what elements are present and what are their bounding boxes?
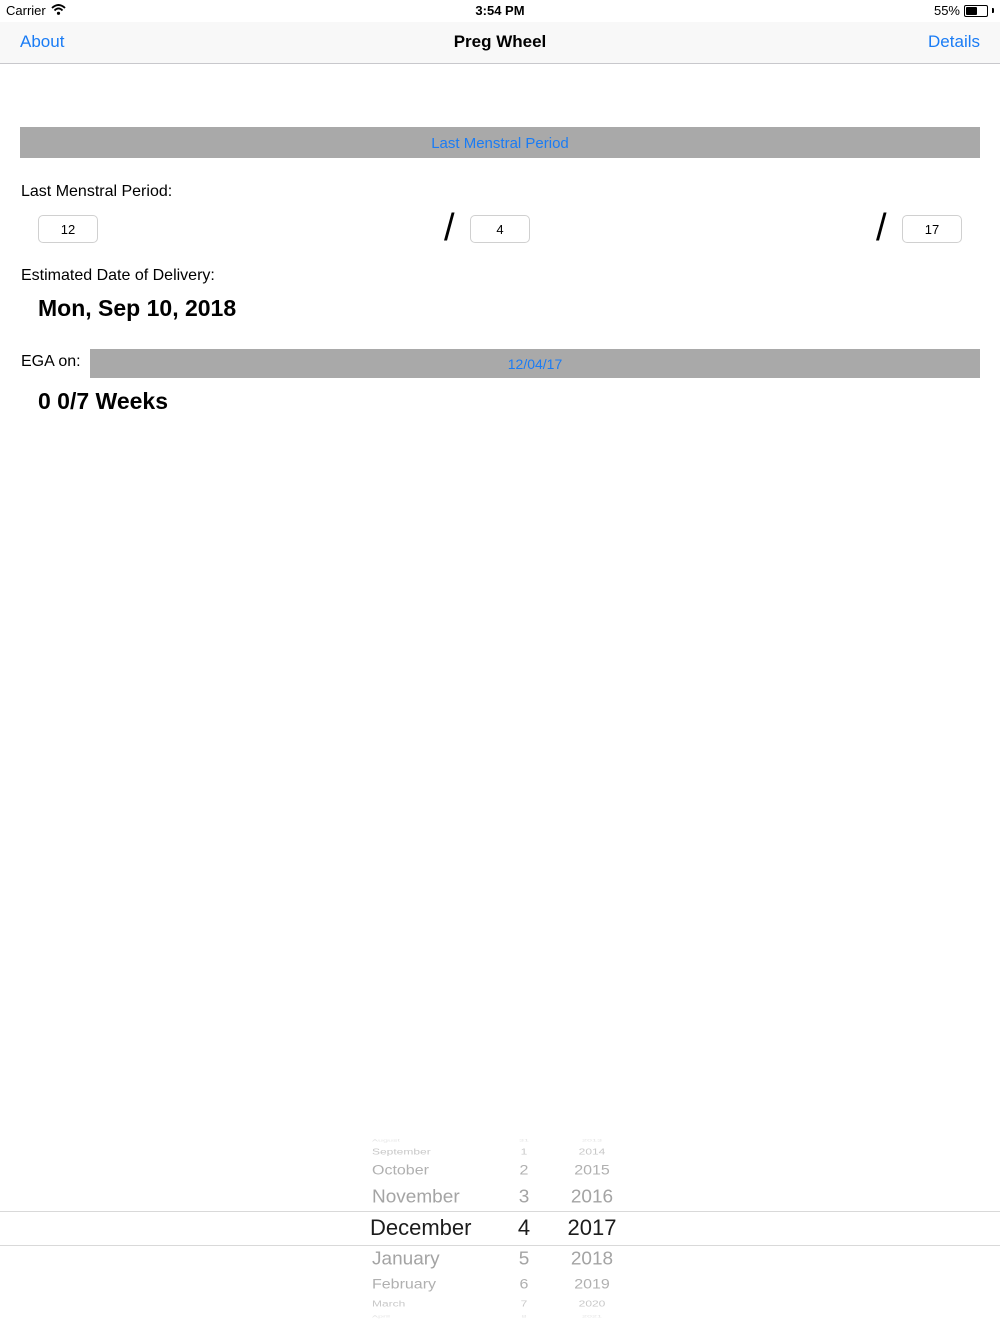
edd-label: Estimated Date of Delivery:: [21, 267, 215, 284]
battery-percent: 55%: [933, 3, 960, 18]
picker-day-option[interactable]: 1: [520, 1147, 528, 1157]
picker-month-option[interactable]: February: [372, 1277, 437, 1292]
picker-month-option[interactable]: November: [372, 1187, 460, 1207]
last-menstrual-period-button[interactable]: Last Menstral Period: [20, 127, 980, 158]
picker-year-option[interactable]: 2015: [574, 1163, 610, 1178]
ega-label: EGA on:: [21, 353, 81, 370]
picker-day-selected[interactable]: 4: [517, 1215, 531, 1240]
picker-month-selected[interactable]: December: [370, 1215, 472, 1240]
battery-icon: [964, 5, 988, 17]
picker-day-option[interactable]: 3: [518, 1187, 530, 1207]
navigation-bar: [0, 22, 1000, 64]
picker-month-option[interactable]: September: [372, 1147, 431, 1157]
date-picker[interactable]: [0, 1137, 1000, 1320]
carrier-label: Carrier: [6, 3, 46, 18]
picker-month-option[interactable]: October: [372, 1163, 429, 1178]
status-time: 3:54 PM: [475, 3, 525, 18]
date-separator: /: [444, 207, 455, 249]
lmp-label: Last Menstral Period:: [21, 183, 173, 200]
page-title: Preg Wheel: [453, 32, 547, 51]
ega-date-button[interactable]: 12/04/17: [90, 349, 980, 378]
date-separator: /: [876, 207, 887, 249]
picker-selection-top-line: [0, 1211, 1000, 1212]
picker-selection-bottom-line: [0, 1245, 1000, 1246]
picker-day-option[interactable]: 7: [520, 1299, 528, 1309]
lmp-year-field[interactable]: 17: [902, 215, 962, 243]
picker-year-option[interactable]: 2013: [581, 1137, 603, 1143]
battery-group: [934, 3, 994, 18]
picker-year-option[interactable]: 2016: [570, 1187, 614, 1207]
picker-day-option[interactable]: 5: [518, 1249, 530, 1269]
about-button[interactable]: About: [20, 32, 65, 51]
ega-weeks-value: 0 0/7 Weeks: [38, 388, 169, 414]
status-bar: [0, 0, 1000, 22]
picker-year-option[interactable]: 2019: [574, 1277, 610, 1292]
picker-month-option[interactable]: March: [372, 1299, 406, 1309]
picker-year-option[interactable]: 2014: [578, 1147, 606, 1157]
picker-day-option[interactable]: 6: [519, 1277, 529, 1292]
edd-value: Mon, Sep 10, 2018: [38, 295, 237, 321]
picker-year-option[interactable]: 2018: [570, 1249, 614, 1269]
picker-month-option[interactable]: April: [372, 1313, 391, 1319]
picker-month-option[interactable]: January: [372, 1249, 440, 1269]
details-button[interactable]: Details: [928, 32, 980, 51]
picker-day-option[interactable]: 2: [519, 1163, 529, 1178]
lmp-day-field[interactable]: 4: [470, 215, 530, 243]
picker-year-selected[interactable]: 2017: [567, 1215, 617, 1240]
picker-year-option[interactable]: 2021: [581, 1313, 603, 1319]
lmp-month-field[interactable]: 12: [38, 215, 98, 243]
picker-month-option[interactable]: August: [372, 1137, 401, 1143]
picker-day-option[interactable]: 31: [518, 1137, 530, 1143]
picker-year-option[interactable]: 2020: [578, 1299, 606, 1309]
picker-day-option[interactable]: 8: [521, 1313, 527, 1319]
